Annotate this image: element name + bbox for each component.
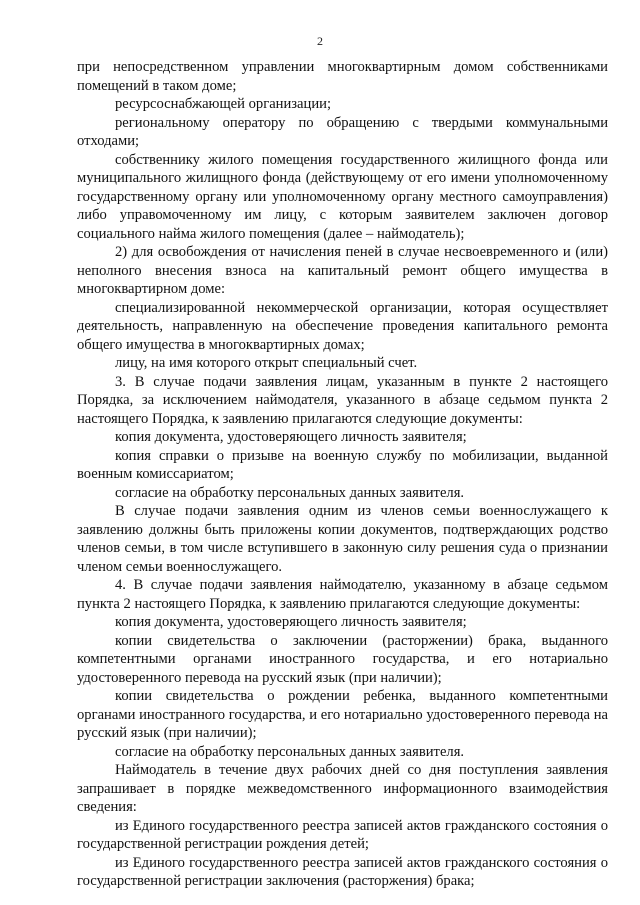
paragraph: собственнику жилого помещения государственного жилищного фонда или муниципального жилищного фонда (действующему от его имени уполномоченному государственному органу или уполномоченному органу местного самоуправления) либо управомоченному им лицу, с которым заявителем заключен договор социального найма жилого помещения (далее – наймодатель); xyxy=(77,151,608,242)
paragraph: согласие на обработку персональных данных заявителя. xyxy=(115,484,465,501)
paragraph: В случае подачи заявления одним из членов семьи военнослужащего к заявлению должны быть приложены копии документов, подтверждающих родство членов семьи, в том числе вступившего в законную силу решения суда о признании членом семьи военнослужащего. xyxy=(77,503,608,575)
paragraph: согласие на обработку персональных данных заявителя. xyxy=(115,743,465,760)
document-body xyxy=(77,58,608,891)
paragraph: лицу, на имя которого открыт специальный счет. xyxy=(115,355,418,371)
paragraph: 2) для освобождения от начисления пеней в случае несвоевременного и (или) неполного внесения взноса на капитальный ремонт общего имущества в многоквартирном доме: xyxy=(77,244,608,297)
paragraph: 3. В случае подачи заявления лицам, указанным в пункте 2 настоящего Порядка, за исключением наймодателя, указанного в абзаце седьмом пункта 2 настоящего Порядка, к заявлению прилагаются следующие документы: xyxy=(77,373,608,427)
page-number: 2 xyxy=(317,34,323,48)
paragraph: копия документа, удостоверяющего личность заявителя; xyxy=(115,429,467,445)
paragraph: из Единого государственного реестра записей актов гражданского состояния о государственной регистрации заключения (расторжения) брака; xyxy=(77,854,608,889)
paragraph: Наймодатель в течение двух рабочих дней со дня поступления заявления запрашивает в порядке межведомственного информационного взаимодействия сведения: xyxy=(77,762,608,815)
paragraph: копии свидетельства о рождении ребенка, выданного компетентными органами иностранного государства, и его нотариально удостоверенного перевода на русский язык (при наличии); xyxy=(77,688,608,741)
paragraph: копия документа, удостоверяющего личность заявителя; xyxy=(115,614,467,630)
paragraph: из Единого государственного реестра записей актов гражданского состояния о государственной регистрации рождения детей; xyxy=(77,817,608,852)
paragraph: ресурсоснабжающей организации; xyxy=(115,96,332,112)
paragraph: копия справки о призыве на военную службу по мобилизации, выданной военным комиссариатом; xyxy=(77,447,608,482)
paragraph: 4. В случае подачи заявления наймодателю, указанному в абзаце седьмом пункта 2 настоящего Порядка, к заявлению прилагаются следующие документы: xyxy=(77,577,608,612)
paragraph: специализированной некоммерческой организации, которая осуществляет деятельность, направленную на обеспечение проведения капитального ремонта общего имущества в многоквартирных домах; xyxy=(77,299,608,353)
paragraph: региональному оператору по обращению с твердыми коммунальными отходами; xyxy=(77,114,608,149)
paragraph: при непосредственном управлении многоквартирным домом собственниками помещений в таком доме; xyxy=(77,59,608,94)
paragraph: копии свидетельства о заключении (расторжении) брака, выданного компетентными органами иностранного государства, и его нотариально удостоверенного перевода на русский язык (при наличии); xyxy=(77,632,608,686)
